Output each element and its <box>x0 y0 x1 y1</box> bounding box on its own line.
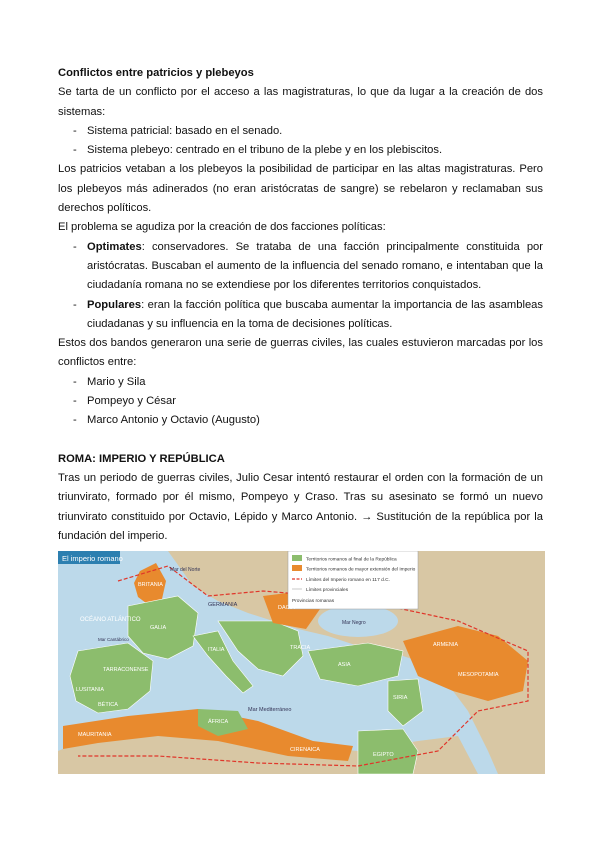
legend-label: Límites del Imperio romano en 117 d.C. <box>306 578 390 584</box>
map-label-mesopotamia: MESOPOTAMIA <box>458 672 499 679</box>
document-page <box>58 64 543 774</box>
conflicts-list <box>58 373 543 431</box>
map-label-ocean: OCÉANO ATLÁNTICO <box>80 617 141 624</box>
list-item: - Marco Antonio y Octavio (Augusto) <box>58 411 543 430</box>
map-label-britania: BRITANIA <box>138 582 163 589</box>
term-populares: Populares <box>87 298 142 311</box>
definition-populares: : eran la facción política que buscaba aumentar la importancia de las asambleas ciudadanas y su influencia en la toma de decisiones políticas. <box>87 298 543 330</box>
map-label-galia: GALIA <box>150 625 167 632</box>
map-label-cant-sea: Mar Cantábrico <box>98 637 129 643</box>
map-title: El imperio romano <box>62 554 123 564</box>
legend-label: Territorios romanos de mayor extensión del Imperio <box>306 567 416 573</box>
legend-label: Territorios romanos al final de la República <box>306 557 397 563</box>
map-label-black-sea: Mar Negro <box>342 620 366 627</box>
section-heading-conflictos: Conflictos entre patricios y plebeyos <box>58 67 254 79</box>
list-item-populares <box>58 296 543 335</box>
map-label-italia: ITALIA <box>208 647 225 654</box>
map-label-tracia: TRACIA <box>290 645 311 652</box>
map-label-egipto: EGIPTO <box>373 752 394 759</box>
map-label-asia: ASIA <box>338 662 351 669</box>
legend-label: Provincias romanas <box>292 599 335 605</box>
map-label-dacia: DACIA <box>278 605 295 612</box>
list-item: - Sistema patricial: basado en el senado. <box>58 122 543 141</box>
map-label-germania: GERMANIA <box>208 602 238 609</box>
paragraph-patricios: Los patricios vetaban a los plebeyos la posibilidad de participar en las altas magistraturas. Pero los plebeyos más adinerados (no eran aristócratas de sangre) se rebelaron y reclamaban sus derechos políticos. <box>58 163 543 215</box>
paragraph-bandos: Estos dos bandos generaron una serie de guerras civiles, las cuales estuvieron marcadas por los conflictos entre: <box>58 337 543 369</box>
list-item-optimates <box>58 238 543 296</box>
paragraph-facciones: El problema se agudiza por la creación de dos facciones políticas: <box>58 221 386 234</box>
map-roman-empire <box>58 551 545 774</box>
definition-optimates: : conservadores. Se trataba de una facción principalmente constituida por aristócratas. Buscaban el aumento de la influencia del senado romano, e intentaban que la ciudadanía romana no se extendiese por los diferentes territorios conquistados. <box>87 240 543 292</box>
legend-swatch-empire <box>292 565 302 571</box>
section-heading-roma: ROMA: IMPERIO Y REPÚBLICA <box>58 452 225 465</box>
paragraph-triunvirato: Tras un periodo de guerras civiles, Julio Cesar intentó restaurar el orden con la formación de un triunvirato, formado por él mismo, Pompeyo y Craso. Tras su asesinato se formó un nuevo triunvirato constituido por Octavio, Lépido y Marco Antonio. → Sustitución de la república por la fundación del imperio. <box>58 471 543 542</box>
map-label-north-sea: Mar del Norte <box>170 567 201 574</box>
map-label-med-sea: Mar Mediterráneo <box>248 707 292 714</box>
map-label-africa: ÁFRICA <box>208 719 229 726</box>
list-item: - Sistema plebeyo: centrado en el tribuno de la plebe y en los plebiscitos. <box>58 141 543 160</box>
map-label-lusitania: LUSITANIA <box>76 687 105 694</box>
term-optimates: Optimates <box>87 240 142 253</box>
list-item: - Mario y Sila <box>58 373 543 392</box>
map-label-armenia: ARMENIA <box>433 642 459 649</box>
list-item: - Pompeyo y César <box>58 392 543 411</box>
legend-swatch-republic <box>292 555 302 561</box>
map-label-betica: BÉTICA <box>98 702 118 709</box>
systems-list <box>58 122 543 161</box>
factions-list <box>58 238 543 334</box>
spacer <box>58 431 543 450</box>
map-label-hispania: TARRACONENSE <box>103 667 149 674</box>
paragraph-intro: Se tarta de un conflicto por el acceso a las magistraturas, lo que da lugar a la creación de dos sistemas: <box>58 86 543 118</box>
map-label-siria: SIRIA <box>393 695 408 702</box>
map-label-cirenaica: CIRENAICA <box>290 747 320 754</box>
legend-label: Límites provinciales <box>306 588 349 594</box>
map-figure <box>58 551 545 774</box>
map-label-mauritania: MAURITANIA <box>78 732 112 739</box>
